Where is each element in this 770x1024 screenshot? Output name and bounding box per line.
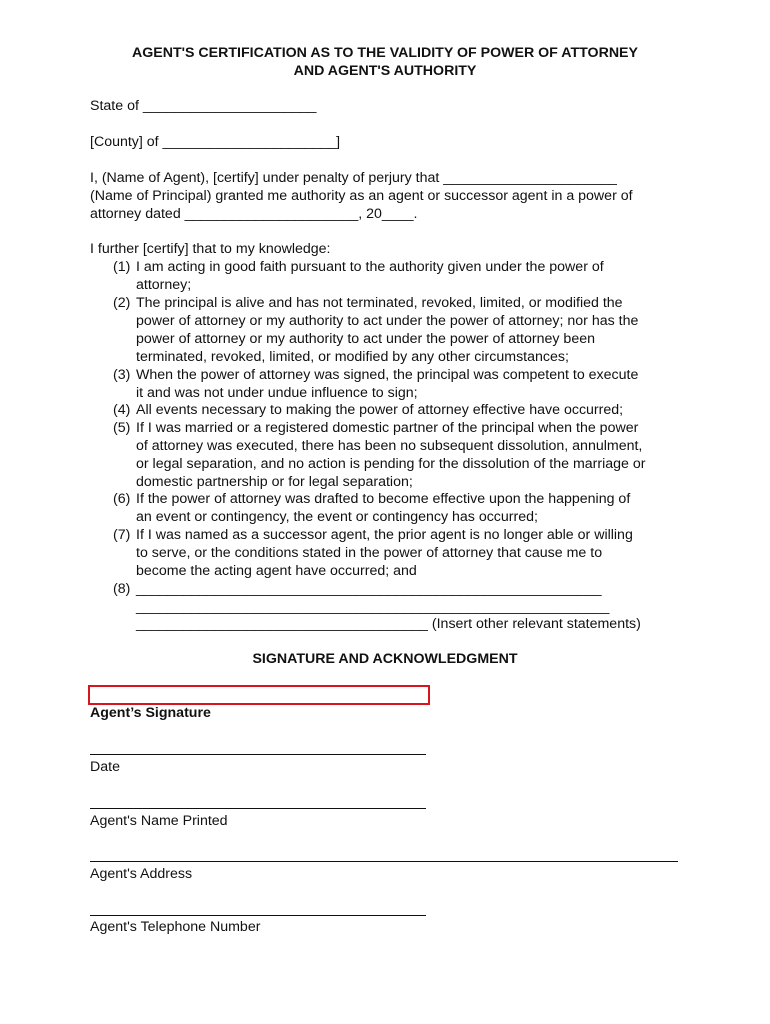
statement-number: (4) (113, 402, 131, 418)
name-printed-rule (90, 808, 426, 809)
statement-text: The principal is alive and has not terminated, revoked, limited, or modified the power of attorney or my authority to act under the power of attorney; nor has the power of attorney or my authority to act under the power of attorney been terminated, revoked, limited, or modified by any other circumstances; (136, 295, 639, 365)
name-printed-label: Agent's Name Printed (90, 813, 228, 829)
statement-text: I am acting in good faith pursuant to the authority given under the power of attorney; (136, 259, 604, 293)
document-title (0, 44, 770, 80)
statement-text: If I was married or a registered domestic partner of the principal when the power of attorney was executed, there has been no subsequent dissolution, annulment, or legal separation, and no action is pending for the dissolution of the marriage or domestic partnership or for legal separation; (136, 420, 646, 490)
agent-signature-label: Agent’s Signature (90, 705, 211, 721)
statement-number: (6) (113, 491, 131, 507)
telephone-label: Agent's Telephone Number (90, 919, 261, 935)
date-label: Date (90, 759, 120, 775)
statement-text: All events necessary to making the power of attorney effective have occurred; (136, 402, 624, 418)
address-rule (90, 861, 678, 862)
insert-statement-line-2: ____________________________________________________________ (136, 599, 610, 615)
agent-signature-field[interactable] (88, 685, 430, 705)
statement-text: If the power of attorney was drafted to become effective upon the happening of an event or contingency, the event or contingency has occurred; (136, 491, 631, 525)
certification-line-3: attorney dated ______________________, 20____. (90, 206, 418, 222)
statement-number: (3) (113, 367, 131, 383)
statement-number: (1) (113, 259, 131, 275)
county-line: [County] of ______________________] (90, 134, 341, 150)
statement-number: (8) (113, 581, 131, 597)
certification-line-1: I, (Name of Agent), [certify] under penalty of perjury that ______________________ (90, 170, 617, 186)
statement-blank-line: ___________________________________________________________ (136, 581, 602, 597)
statement-number: (7) (113, 527, 131, 543)
certification-line-2: (Name of Principal) granted me authority as an agent or successor agent in a power of (90, 188, 633, 204)
signature-heading: SIGNATURE AND ACKNOWLEDGMENT (252, 651, 518, 667)
further-certify-line: I further [certify] that to my knowledge: (90, 241, 331, 257)
title-line-1: AGENT'S CERTIFICATION AS TO THE VALIDITY OF POWER OF ATTORNEY (132, 45, 638, 61)
date-rule (90, 754, 426, 755)
statement-text: When the power of attorney was signed, the principal was competent to execute it and was not under undue influence to sign; (136, 367, 639, 401)
statement-text: If I was named as a successor agent, the prior agent is no longer able or willing to serve, or the conditions stated in the power of attorney that cause me to become the acting agent have occurred; and (136, 527, 633, 579)
title-line-2: AND AGENT'S AUTHORITY (293, 63, 477, 79)
telephone-rule (90, 915, 426, 916)
statement-number: (5) (113, 420, 131, 436)
statement-number: (2) (113, 295, 131, 311)
state-line: State of ______________________ (90, 98, 317, 114)
address-label: Agent's Address (90, 866, 193, 882)
insert-statement-line-3: _____________________________________ (Insert other relevant statements) (136, 616, 641, 632)
